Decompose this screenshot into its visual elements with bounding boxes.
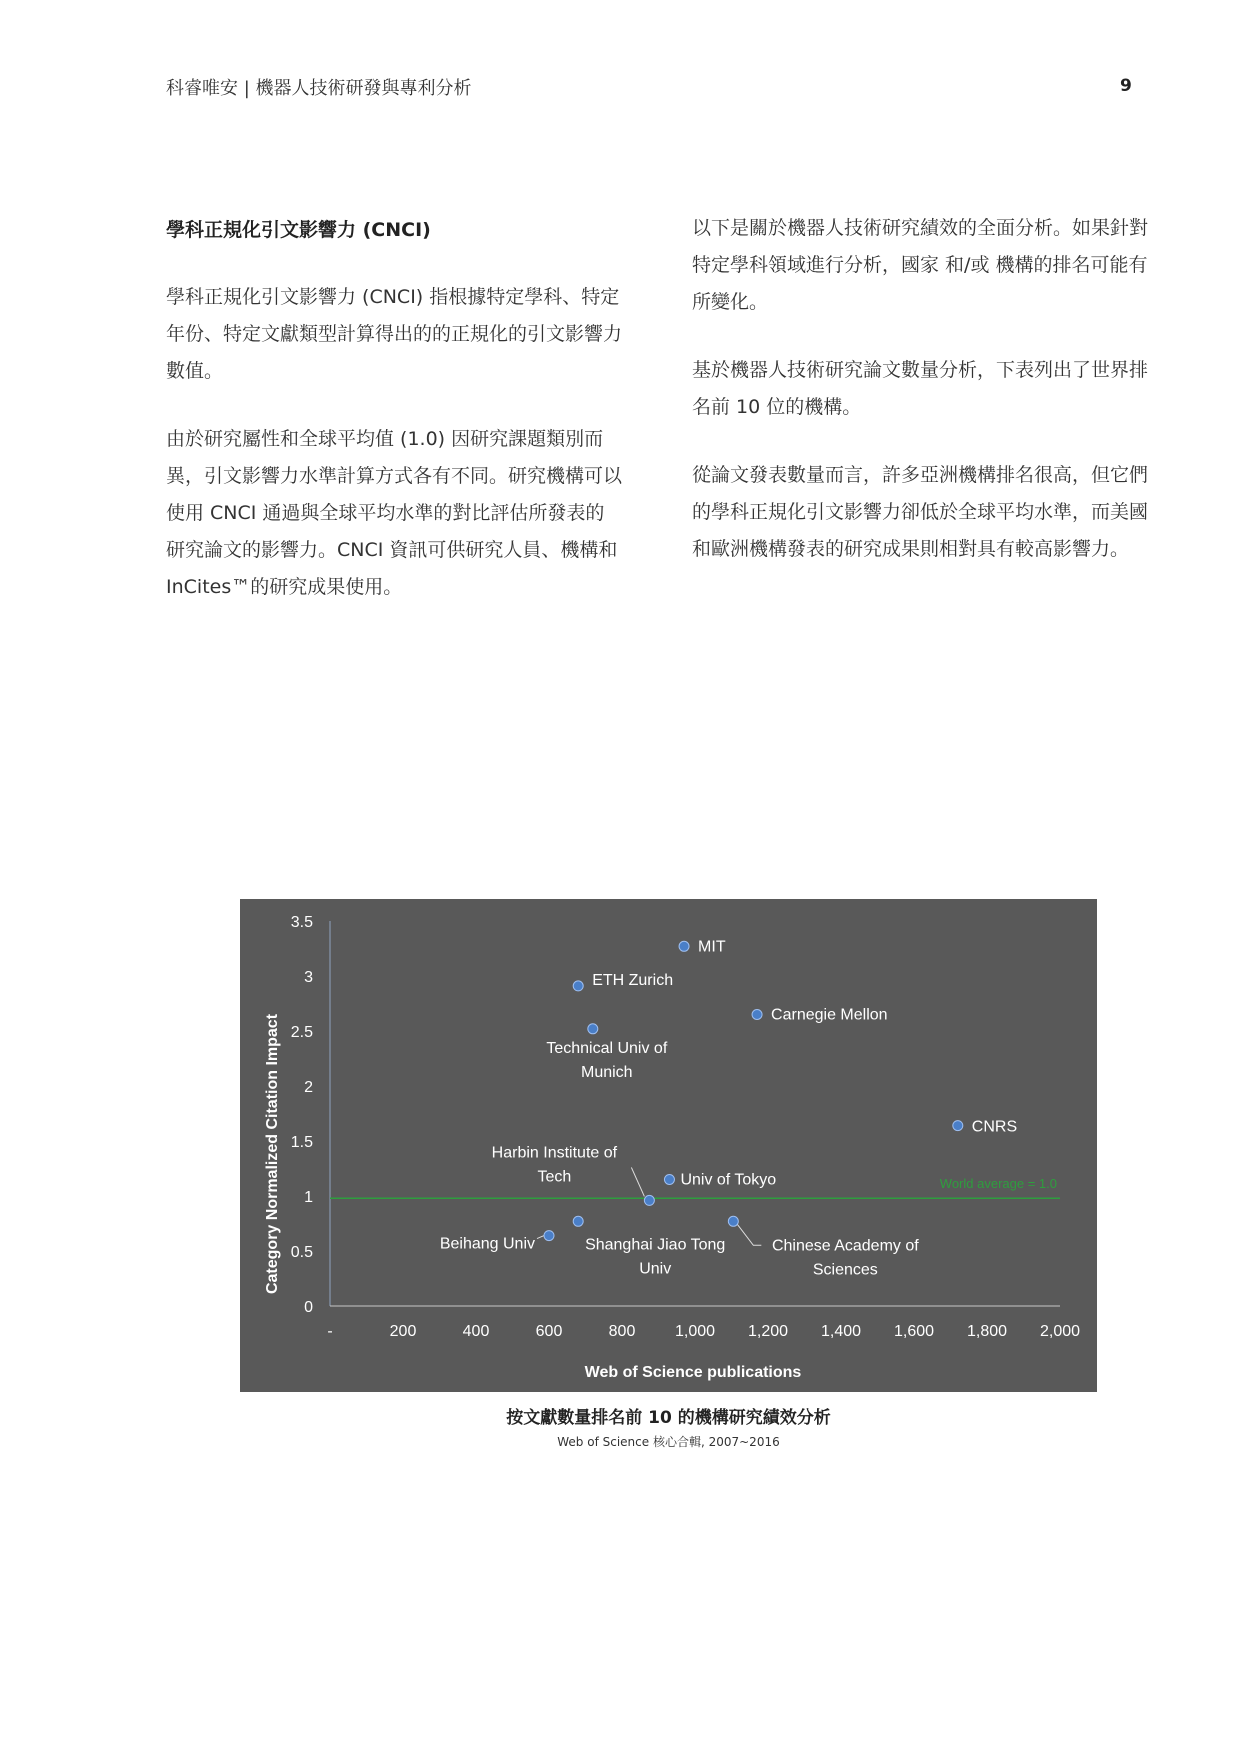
x-tick-label: 1,200 [747,1323,789,1340]
x-tick-label: 400 [462,1323,490,1340]
leader-line [737,1224,761,1245]
y-tick-label: 0.5 [290,1244,313,1261]
data-point [728,1216,738,1226]
data-point-label: Shanghai Jiao Tong Univ [585,1236,726,1278]
y-tick-label: 1.5 [290,1134,313,1151]
data-point-label: MIT [698,938,726,956]
x-tick-label: 1,600 [893,1323,935,1340]
x-tick-label: 800 [608,1323,636,1340]
data-point [544,1231,554,1241]
x-tick-label: 1,400 [820,1323,862,1340]
y-tick-label: 1 [304,1189,313,1206]
points-layer [440,938,1017,1278]
data-point [644,1195,654,1205]
data-point-label: Beihang Univ [439,1235,535,1253]
y-tick-label: 0 [304,1299,313,1316]
data-point [588,1024,598,1034]
data-point [573,981,583,991]
x-tick-label: - [327,1323,333,1340]
paragraph-top10-intro: 基於機器人技術研究論文數量分析，下表列出了世界排名前 10 位的機構。 [692,359,1149,418]
world-average-label: World average = 1.0 [939,1176,1057,1192]
leader-line [631,1167,644,1196]
x-tick-label: 2,000 [1039,1323,1081,1340]
data-point [953,1121,963,1131]
right-column [692,210,1148,599]
paragraph-analysis-intro: 以下是關於機器人技術研究績效的全面分析。如果針對特定學科領域進行分析，國家 和/或 機構的排名可能有所變化。 [692,217,1149,313]
figure-caption-title: 按文獻數量排名前 10 的機構研究績效分析 [506,1408,831,1428]
paragraph-cnci-usage: 由於研究屬性和全球平均值 (1.0) 因研究課題類別而異，引文影響力水準計算方式各有不同。研究機構可以使用 CNCI 通過與全球平均水準的對比評估所發表的研究論文的影響力。CNCI 資訊可供研究人員、機構和 InCites™的研究成果使用。 [166,428,623,598]
running-header-title: 科睿唯安 | 機器人技術研發與專利分析 [166,78,472,99]
data-point [752,1010,762,1020]
data-point-label: Chinese Academy of Sciences [771,1237,919,1279]
data-point-label: Carnegie Mellon [771,1006,888,1024]
paragraph-cnci-definition: 學科正規化引文影響力 (CNCI) 指根據特定學科、特定年份、特定文獻類型計算得出的的正規化的引文影響力數值。 [166,286,623,382]
data-point-label: Univ of Tokyo [680,1171,777,1189]
data-point-label: CNRS [971,1118,1018,1136]
x-tick-label: 200 [389,1323,417,1340]
y-tick-label: 3 [304,969,313,986]
x-tick-label: 1,800 [966,1323,1008,1340]
data-point-label: ETH Zurich [592,971,674,989]
data-point [679,941,689,951]
y-tick-label: 3.5 [290,914,313,931]
left-column [166,210,622,637]
figure-caption-source: Web of Science 核心合輯, 2007~2016 [557,1435,780,1449]
chart-svg [240,899,1097,1392]
data-point [664,1175,674,1185]
data-point-label: Harbin Institute of Tech [491,1144,618,1186]
paragraph-asia-vs-west: 從論文發表數量而言，許多亞洲機構排名很高，但它們的學科正規化引文影響力卻低於全球平均水準，而美國和歐洲機構發表的研究成果則相對具有較高影響力。 [692,464,1149,560]
y-axis-title: Category Normalized Citation Impact [264,1013,281,1295]
x-tick-label: 1,000 [674,1323,716,1340]
scatter-chart [240,899,1097,1392]
x-tick-label: 600 [535,1323,563,1340]
y-tick-label: 2 [304,1079,313,1096]
data-point [573,1216,583,1226]
page-number: 9 [1120,76,1132,96]
x-axis-title: Web of Science publications [584,1364,802,1381]
section-heading: 學科正規化引文影響力 (CNCI) [166,219,431,241]
y-tick-label: 2.5 [290,1024,313,1041]
leader-line [537,1236,544,1239]
data-point-label: Technical Univ of Munich [546,1039,668,1081]
